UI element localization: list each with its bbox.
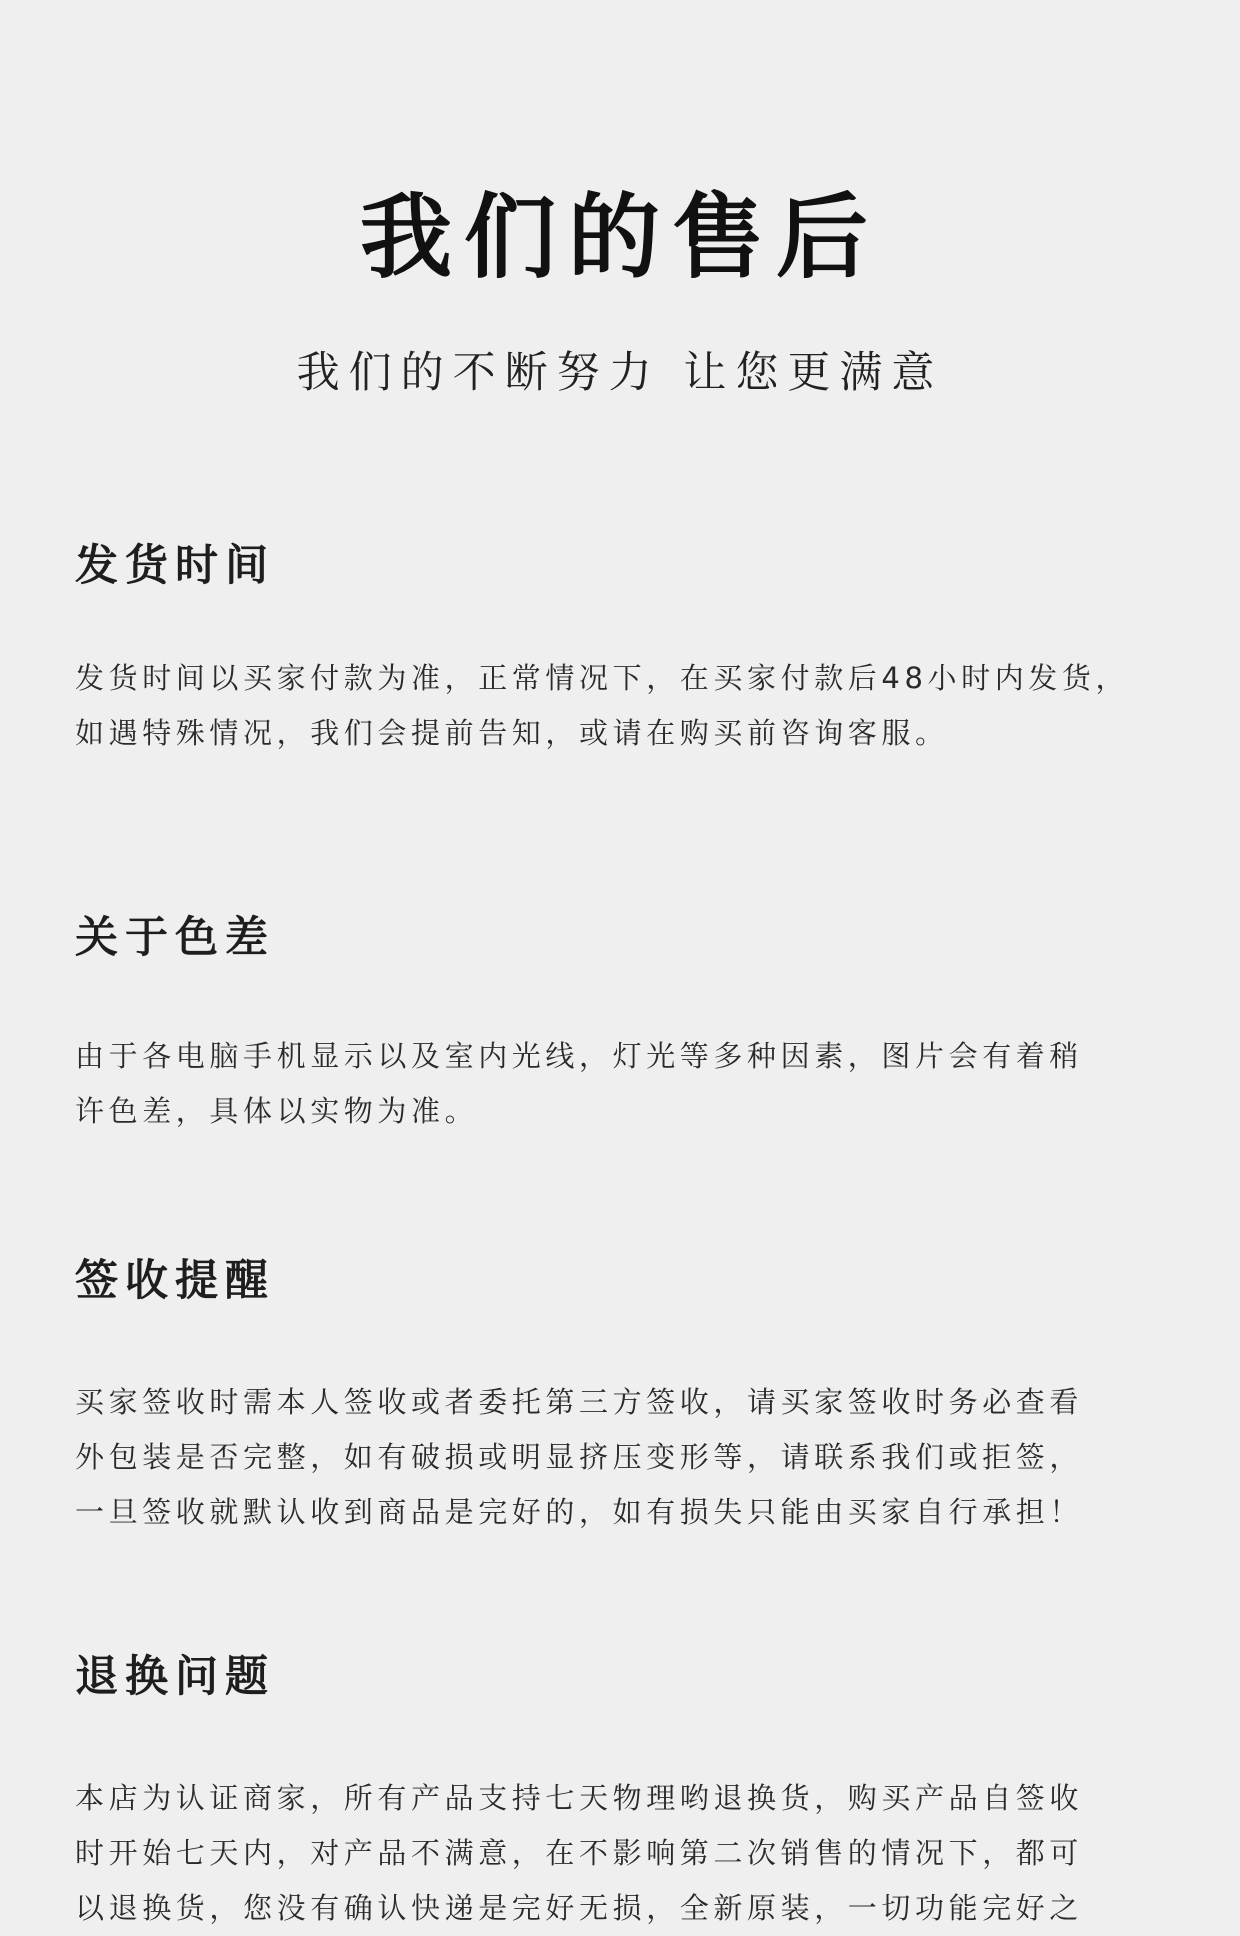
- section-delivery-reminder: [75, 1251, 1195, 1540]
- section-body: [75, 1375, 1195, 1540]
- section-heading: 签收提醒: [75, 1256, 275, 1306]
- body-line: 以退换货，您没有确认快递是完好无损，全新原装，一切功能完好之: [75, 1891, 1084, 1925]
- body-line: 一旦签收就默认收到商品是完好的，如有损失只能由买家自行承担！: [75, 1495, 1084, 1529]
- section-color-difference: [75, 908, 1195, 1139]
- body-line: 外包装是否完整，如有破损或明显挤压变形等，请联系我们或拒签，: [75, 1440, 1084, 1474]
- body-line: 由于各电脑手机显示以及室内光线，灯光等多种因素，图片会有着稍: [75, 1039, 1084, 1073]
- page-subtitle: 我们的不断努力 让您更满意: [296, 348, 944, 398]
- section-body: [75, 1771, 1195, 1936]
- section-heading: 关于色差: [75, 913, 275, 963]
- body-line: 本店为认证商家，所有产品支持七天物理哟退换货，购买产品自签收: [75, 1781, 1084, 1815]
- body-line: 发货时间以买家付款为准，正常情况下，在买家付款后48小时内发货，: [75, 661, 1130, 695]
- body-line: 许色差，具体以实物为准。: [75, 1094, 479, 1128]
- body-line: 时开始七天内，对产品不满意，在不影响第二次销售的情况下，都可: [75, 1836, 1084, 1870]
- body-line: 买家签收时需本人签收或者委托第三方签收，请买家签收时务必查看: [75, 1385, 1084, 1419]
- section-heading: 发货时间: [75, 541, 275, 591]
- section-body: [75, 1029, 1195, 1139]
- section-heading: 退换问题: [75, 1652, 275, 1702]
- section-shipping-time: [75, 536, 1195, 761]
- page-title: 我们的售后: [359, 184, 880, 291]
- body-line: 如遇特殊情况，我们会提前告知，或请在购买前咨询客服。: [75, 716, 949, 750]
- section-body: [75, 651, 1195, 761]
- section-return-exchange: [75, 1647, 1195, 1936]
